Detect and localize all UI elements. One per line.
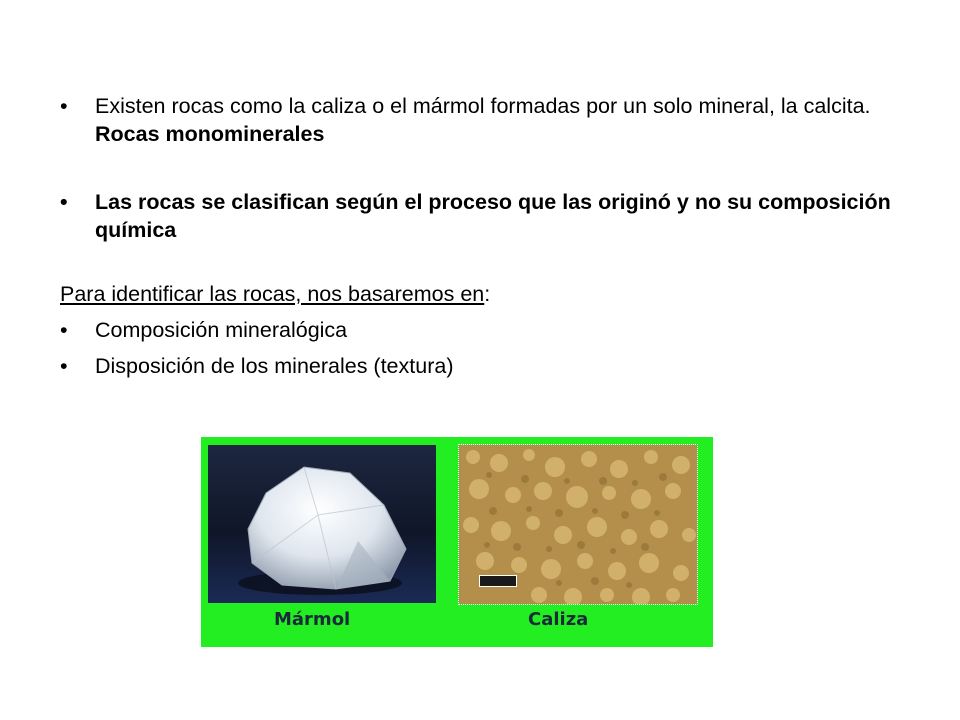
bullet-classification-text: Las rocas se clasifican según el proceso que las originó y no su composición química xyxy=(95,190,891,242)
bullet-monomineral-text: Existen rocas como la caliza o el mármol formadas por un solo mineral, la calcita. xyxy=(95,94,871,118)
criteria-item-composition xyxy=(60,316,910,344)
marble-rock-illustration xyxy=(208,445,436,603)
marble-photo xyxy=(208,445,436,603)
criteria-intro-underlined: Para identificar las rocas, nos basaremos en xyxy=(60,282,485,306)
criteria-intro xyxy=(60,280,910,308)
bullet-monomineral xyxy=(60,92,910,148)
criteria-item-texture xyxy=(60,352,910,380)
bullet-classification xyxy=(60,188,910,244)
bullet-monomineral-bold: Rocas monominerales xyxy=(95,122,325,146)
marble-caption: Mármol xyxy=(274,609,351,630)
criteria-intro-colon: : xyxy=(484,282,491,306)
limestone-photo xyxy=(459,445,697,604)
slide-body xyxy=(60,92,910,380)
rock-comparison-figure xyxy=(201,437,713,647)
criteria-item-composition-text: Composición mineralógica xyxy=(95,318,348,342)
criteria-item-texture-text: Disposición de los minerales (textura) xyxy=(95,354,454,378)
scale-bar xyxy=(479,575,517,587)
limestone-caption: Caliza xyxy=(528,609,589,630)
